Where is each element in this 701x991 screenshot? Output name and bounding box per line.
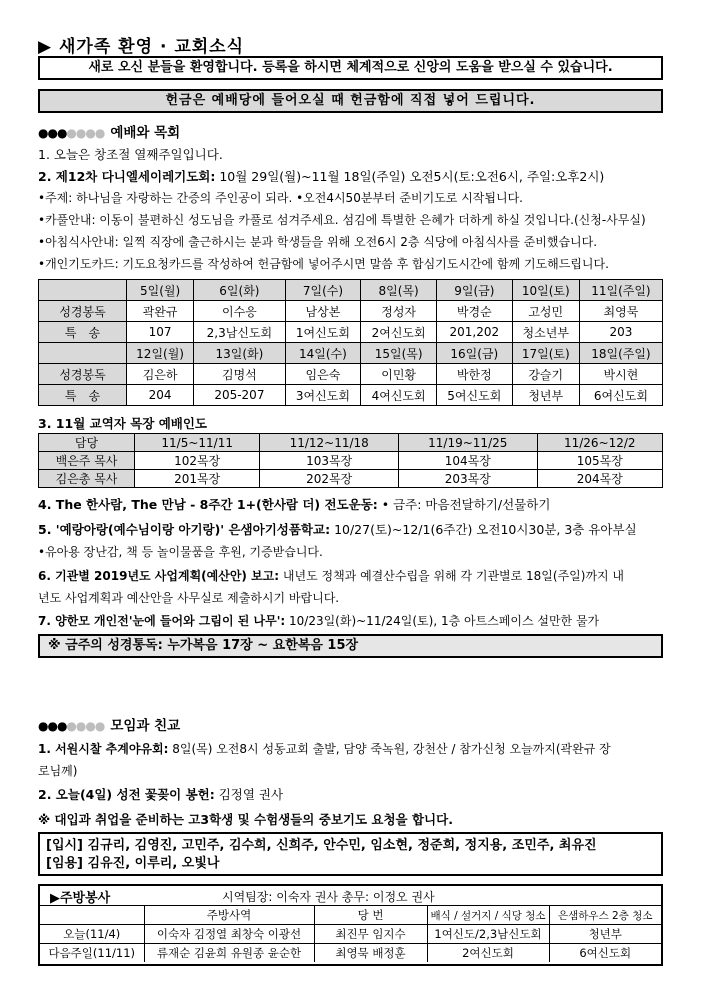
page-title: ▶ 새가족 환영 · 교회소식 xyxy=(38,37,245,57)
header-cell: 담당 xyxy=(39,434,135,452)
kitchen-cell: 1여신도/2,3남신도회 xyxy=(427,925,549,944)
day-cell: 14일(수) xyxy=(285,343,361,364)
bible-reading-box xyxy=(38,634,663,658)
day-cell: 8일(목) xyxy=(361,280,437,301)
notice-6-label: 6. 기관별 2019년도 사업계획(예산안) 보고: xyxy=(38,569,280,583)
song-cell: 청소년부 xyxy=(512,322,579,343)
schedule-week1-days xyxy=(39,280,663,301)
kitchen-leaders: 시역팀장: 이숙자 권사 총무: 이정오 권사 xyxy=(222,890,435,904)
kitchen-header xyxy=(40,906,661,925)
kitchen-row xyxy=(40,925,661,944)
fellowship-2 xyxy=(38,785,283,803)
reader-cell: 박경순 xyxy=(436,301,512,322)
song-cell: 6여신도회 xyxy=(579,385,662,406)
notice-7-label: 7. 양한모 개인전'눈에 들어와 그림이 된 나무': xyxy=(38,614,286,628)
notice-5-sub-text: •유아용 장난감, 책 등 놀이물품을 후원, 기증받습니다. xyxy=(38,545,323,559)
pastor-name: 김은총 목사 xyxy=(39,470,135,488)
fellowship-2-label: 2. 오늘(4일) 성전 꽃꽂이 봉헌: xyxy=(38,787,215,802)
notice-2-sub-1 xyxy=(38,189,523,206)
day-cell: 6일(화) xyxy=(194,280,285,301)
notice-4-label: 4. The 한사람, The 만남 - 8주간 1+(한사람 더) 전도운동: xyxy=(38,497,378,512)
kitchen-date: 오늘(11/4) xyxy=(40,925,144,944)
row-label: 성경봉독 xyxy=(39,301,127,322)
song-cell: 201,202 xyxy=(436,322,512,343)
group-cell: 201목장 xyxy=(135,470,260,488)
pastor-row xyxy=(39,470,663,488)
day-cell: 13일(화) xyxy=(194,343,285,364)
group-cell: 202목장 xyxy=(260,470,399,488)
day-cell: 17일(토) xyxy=(512,343,579,364)
notice-2-sub-2 xyxy=(38,211,646,228)
schedule-week1-songs xyxy=(39,322,663,343)
kitchen-row xyxy=(40,944,661,963)
reader-cell: 곽완규 xyxy=(127,301,194,322)
pastor-row xyxy=(39,452,663,470)
kitchen-cell: 류재순 김윤희 유원종 윤순한 xyxy=(144,944,314,963)
reader-cell: 최영묵 xyxy=(579,301,662,322)
day-cell: 5일(월) xyxy=(127,280,194,301)
day-cell: 10일(토) xyxy=(512,280,579,301)
notice-1 xyxy=(38,145,223,163)
section-worship-title: 예배와 목회 xyxy=(110,125,181,141)
reader-cell: 임은숙 xyxy=(285,364,361,385)
kitchen-table xyxy=(40,905,661,962)
group-cell: 103목장 xyxy=(260,452,399,470)
notice-2 xyxy=(38,167,604,185)
notice-2-sub-3-text: •아침식사안내: 일찍 직장에 출근하시는 분과 학생들을 위해 오전6시 2층 식당에 아침식사를 준비했습니다. xyxy=(38,235,598,249)
day-cell: 9일(금) xyxy=(436,280,512,301)
group-cell: 203목장 xyxy=(398,470,537,488)
offering-text: 헌금은 예배당에 들어오실 때 헌금함에 직접 넣어 드립니다. xyxy=(165,93,536,108)
day-cell: 15일(목) xyxy=(361,343,437,364)
group-cell: 204목장 xyxy=(537,470,662,488)
day-cell: 7일(수) xyxy=(285,280,361,301)
notice-5-label: 5. '예랑아랑(예수님이랑 아기랑)' 은샘아기성품학교: xyxy=(38,522,331,537)
schedule-week2-days xyxy=(39,343,663,364)
notice-2-sub-3 xyxy=(38,233,597,250)
notice-5 xyxy=(38,520,637,538)
row-label: 특 송 xyxy=(39,322,127,343)
fellowship-1-text: 8일(목) 오전8시 성동교회 출발, 담양 죽녹원, 강천산 / 참가신청 오늘까지(곽완규 장 xyxy=(168,742,611,756)
prayer-list-box xyxy=(38,832,663,876)
day-cell: 18일(주일) xyxy=(579,343,662,364)
kitchen-title: ▶주방봉사 xyxy=(50,891,111,906)
dots-icon: ●●●●●●● xyxy=(38,126,105,140)
song-cell: 205-207 xyxy=(194,385,285,406)
song-cell: 2여신도회 xyxy=(361,322,437,343)
song-cell: 1여신도회 xyxy=(285,322,361,343)
prayer-line-exam: [입시] 김규리, 김영진, 고민주, 김수희, 신희주, 안수민, 임소현, 정준희, 정지용, 조민주, 최유진 xyxy=(46,838,597,853)
reader-cell: 정성자 xyxy=(361,301,437,322)
schedule-week1-readers xyxy=(39,301,663,322)
prayer-line-appointment: [임용] 김유진, 이루리, 오빛나 xyxy=(46,856,220,871)
fellowship-1-cont xyxy=(38,762,77,779)
notice-4-text: • 금주: 마음전달하기/선물하기 xyxy=(377,497,551,512)
notice-2-text: 10월 29일(월)~11월 18일(주일) 오전5시(토:오전6시, 주일:오후2시) xyxy=(215,169,605,184)
kitchen-cell: 청년부 xyxy=(549,925,661,944)
header-cell: 11/5~11/11 xyxy=(135,434,260,452)
kitchen-cell: 최영묵 배정훈 xyxy=(314,944,427,963)
kitchen-cell: 2여신도회 xyxy=(427,944,549,963)
notice-4 xyxy=(38,495,550,513)
dots-icon: ●●●●●●● xyxy=(38,719,105,733)
song-cell: 2,3남신도회 xyxy=(194,322,285,343)
group-cell: 104목장 xyxy=(398,452,537,470)
reader-cell: 남상본 xyxy=(285,301,361,322)
section-worship-header xyxy=(38,121,180,141)
notice-3-title: 3. 11월 교역자 목장 예배인도 xyxy=(38,416,207,431)
kitchen-cell: 6여신도회 xyxy=(549,944,661,963)
schedule-week2-readers xyxy=(39,364,663,385)
kitchen-header-cell: 은샘하우스 2층 청소 xyxy=(549,906,661,925)
reader-cell: 박시현 xyxy=(579,364,662,385)
reader-cell: 박한정 xyxy=(436,364,512,385)
reader-cell: 김명석 xyxy=(194,364,285,385)
notice-2-sub-4 xyxy=(38,255,609,272)
day-cell: 16일(금) xyxy=(436,343,512,364)
song-cell: 청년부 xyxy=(512,385,579,406)
notice-2-sub-1-text: •주제: 하나님을 자랑하는 간증의 주인공이 되라. •오전4시50분부터 준비기도로 시작됩니다. xyxy=(38,191,523,205)
reading-schedule-table xyxy=(38,279,663,406)
kitchen-cell: 이숙자 김정열 최창숙 이광선 xyxy=(144,925,314,944)
pastor-table xyxy=(38,433,663,488)
kitchen-header-cell: 당 번 xyxy=(314,906,427,925)
notice-3 xyxy=(38,414,207,432)
prayer-note-text: ※ 대입과 취업을 준비하는 고3학생 및 수험생들의 중보기도 요청을 합니다. xyxy=(38,812,453,827)
song-cell: 107 xyxy=(127,322,194,343)
notice-6-cont-text: 년도 사업계획과 예산안을 사무실로 제출하시기 바랍니다. xyxy=(38,591,340,605)
fellowship-1-label: 1. 서원시찰 추계야유회: xyxy=(38,742,169,756)
bible-reading-text: ※ 금주의 성경통독: 누가복음 17장 ~ 요한복음 15장 xyxy=(48,638,359,653)
kitchen-header-cell: 주방사역 xyxy=(144,906,314,925)
fellowship-1 xyxy=(38,740,611,757)
pastor-table-header xyxy=(39,434,663,452)
notice-6-cont xyxy=(38,589,339,606)
reader-cell: 고성민 xyxy=(512,301,579,322)
reader-cell: 이민황 xyxy=(361,364,437,385)
song-cell: 204 xyxy=(127,385,194,406)
group-cell: 105목장 xyxy=(537,452,662,470)
schedule-corner xyxy=(39,343,127,364)
day-cell: 12일(월) xyxy=(127,343,194,364)
row-label: 성경봉독 xyxy=(39,364,127,385)
schedule-corner xyxy=(39,280,127,301)
notice-6 xyxy=(38,567,624,584)
reader-cell: 김은하 xyxy=(127,364,194,385)
fellowship-2-text: 김정열 권사 xyxy=(214,787,284,802)
section-fellowship-header xyxy=(38,714,180,734)
fellowship-1-cont-text: 로님께) xyxy=(38,764,78,778)
pastor-name: 백은주 목사 xyxy=(39,452,135,470)
song-cell: 5여신도회 xyxy=(436,385,512,406)
song-cell: 3여신도회 xyxy=(285,385,361,406)
song-cell: 203 xyxy=(579,322,662,343)
reader-cell: 강슬기 xyxy=(512,364,579,385)
schedule-week2-songs xyxy=(39,385,663,406)
notice-5-text: 10/27(토)~12/1(6주간) 오전10시30분, 3층 유아부실 xyxy=(330,522,637,537)
notice-5-sub xyxy=(38,543,323,560)
header-cell: 11/12~11/18 xyxy=(260,434,399,452)
day-cell: 11일(주일) xyxy=(579,280,662,301)
notice-2-sub-2-text: •카풀안내: 이동이 불편하신 성도님을 카풀로 섬겨주세요. 섬김에 특별한 은혜가 더하게 하실 것입니다.(신청-사무실) xyxy=(38,213,646,227)
kitchen-header-cell xyxy=(40,906,144,925)
welcome-text: 새로 오신 분들을 환영합니다. 등록을 하시면 체계적으로 신앙의 도움을 받으실 수 있습니다. xyxy=(88,60,613,75)
notice-6-text: 내년도 정책과 예결산수립을 위해 각 기관별로 18일(주일)까지 내 xyxy=(279,569,625,583)
song-cell: 4여신도회 xyxy=(361,385,437,406)
prayer-note xyxy=(38,810,453,828)
header-cell: 11/19~11/25 xyxy=(398,434,537,452)
notice-7-text: 10/23일(화)~11/24일(토), 1층 아트스페이스 설만한 물가 xyxy=(285,614,600,628)
welcome-box xyxy=(38,56,663,80)
notice-2-sub-4-text: •개인기도카드: 기도요청카드를 작성하여 헌금함에 넣어주시면 말씀 후 합심기도시간에 함께 기도해드립니다. xyxy=(38,257,609,271)
kitchen-date: 다음주일(11/11) xyxy=(40,944,144,963)
notice-1-text: 1. 오늘은 창조절 열째주일입니다. xyxy=(38,147,223,162)
kitchen-header-cell: 배식 / 설거지 / 식당 청소 xyxy=(427,906,549,925)
group-cell: 102목장 xyxy=(135,452,260,470)
section-fellowship-title: 모임과 친교 xyxy=(110,718,181,734)
kitchen-cell: 최진무 임지수 xyxy=(314,925,427,944)
row-label: 특 송 xyxy=(39,385,127,406)
reader-cell: 이수응 xyxy=(194,301,285,322)
notice-2-label: 2. 제12차 다니엘세이레기도회: xyxy=(38,169,216,184)
header-cell: 11/26~12/2 xyxy=(537,434,662,452)
notice-7 xyxy=(38,612,599,629)
offering-box xyxy=(38,89,663,113)
